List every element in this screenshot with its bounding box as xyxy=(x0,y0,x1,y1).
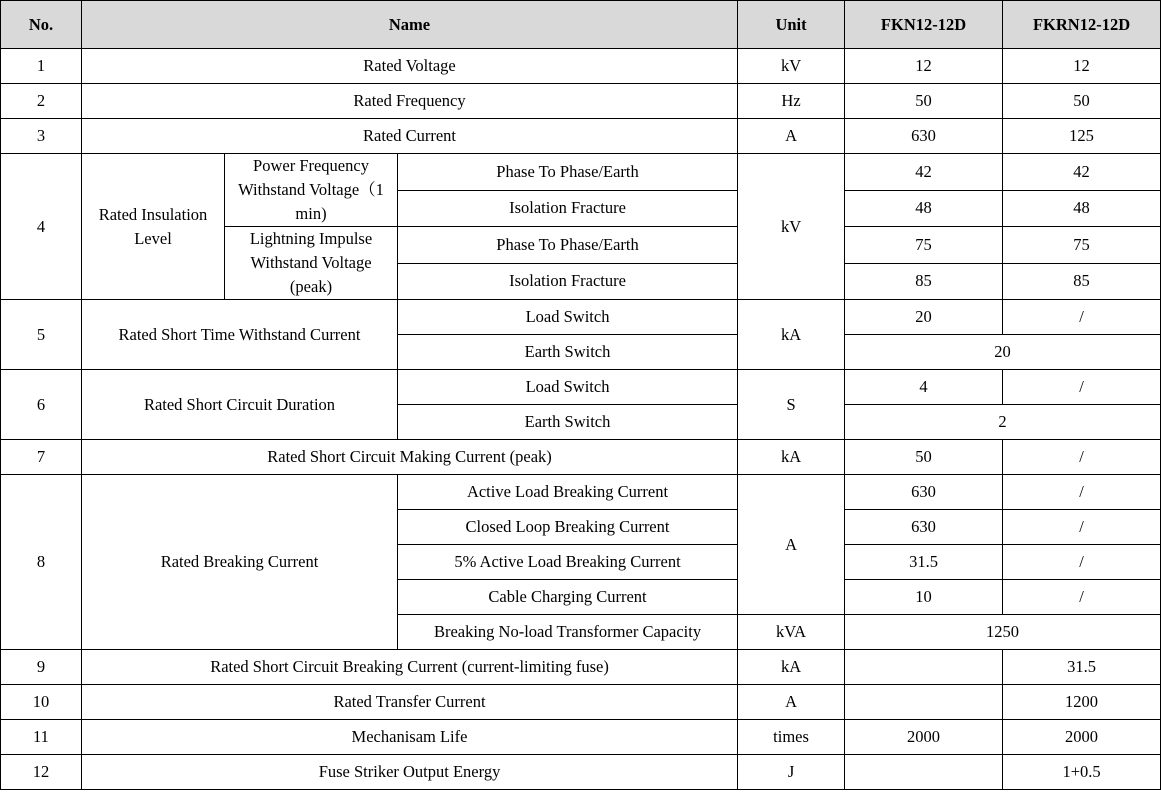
value-a: 48 xyxy=(845,190,1003,227)
row-unit: A xyxy=(738,119,845,154)
table-row xyxy=(1,84,1161,119)
row-sub-label: Cable Charging Current xyxy=(398,580,738,615)
value-b: / xyxy=(1003,300,1161,335)
row-number: 7 xyxy=(1,440,82,475)
row-sub-label: Closed Loop Breaking Current xyxy=(398,510,738,545)
value-a xyxy=(845,650,1003,685)
row-name: Mechanisam Life xyxy=(82,720,738,755)
row-name: Rated Short Circuit Making Current (peak) xyxy=(82,440,738,475)
value-b: / xyxy=(1003,475,1161,510)
row-sub-label: 5% Active Load Breaking Current xyxy=(398,545,738,580)
value-b: / xyxy=(1003,370,1161,405)
row-number: 11 xyxy=(1,720,82,755)
value-a xyxy=(845,755,1003,790)
row-unit: kV xyxy=(738,49,845,84)
row-unit: times xyxy=(738,720,845,755)
row-sub-label: Isolation Fracture xyxy=(398,263,738,300)
row-unit: A xyxy=(738,475,845,615)
table-row xyxy=(1,650,1161,685)
row-name: Rated Voltage xyxy=(82,49,738,84)
row-name: Rated Breaking Current xyxy=(82,475,398,650)
value-merged: 20 xyxy=(845,335,1161,370)
row-sub-label: Breaking No-load Transformer Capacity xyxy=(398,615,738,650)
row-name: Rated Short Time Withstand Current xyxy=(82,300,398,370)
row-number: 2 xyxy=(1,84,82,119)
row-unit: S xyxy=(738,370,845,440)
value-merged: 2 xyxy=(845,405,1161,440)
header-name: Name xyxy=(82,1,738,49)
row-sub-label: Phase To Phase/Earth xyxy=(398,227,738,264)
row-unit: kA xyxy=(738,440,845,475)
row-number: 3 xyxy=(1,119,82,154)
value-a: 10 xyxy=(845,580,1003,615)
row-sub-label: Load Switch xyxy=(398,370,738,405)
header-model-b: FKRN12-12D xyxy=(1003,1,1161,49)
value-b: / xyxy=(1003,545,1161,580)
value-merged: 1250 xyxy=(845,615,1161,650)
row-unit: A xyxy=(738,685,845,720)
row-name: Rated Short Circuit Breaking Current (current-limiting fuse) xyxy=(82,650,738,685)
table-row xyxy=(1,475,1161,510)
value-a: 50 xyxy=(845,440,1003,475)
row-unit: Hz xyxy=(738,84,845,119)
row-group-label: Lightning Impulse Withstand Voltage (peak) xyxy=(225,227,398,300)
row-group-label: Power Frequency Withstand Voltage（1 min) xyxy=(225,154,398,227)
value-a xyxy=(845,685,1003,720)
row-number: 4 xyxy=(1,154,82,300)
row-sub-label: Earth Switch xyxy=(398,405,738,440)
row-name: Rated Insulation Level xyxy=(82,154,225,300)
value-a: 4 xyxy=(845,370,1003,405)
row-number: 12 xyxy=(1,755,82,790)
row-unit: kVA xyxy=(738,615,845,650)
value-b: 75 xyxy=(1003,227,1161,264)
row-number: 1 xyxy=(1,49,82,84)
value-a: 12 xyxy=(845,49,1003,84)
row-sub-label: Phase To Phase/Earth xyxy=(398,154,738,191)
value-b: 85 xyxy=(1003,263,1161,300)
row-unit: J xyxy=(738,755,845,790)
row-unit: kA xyxy=(738,650,845,685)
value-a: 2000 xyxy=(845,720,1003,755)
value-b: / xyxy=(1003,510,1161,545)
row-name: Rated Frequency xyxy=(82,84,738,119)
row-number: 5 xyxy=(1,300,82,370)
header-unit: Unit xyxy=(738,1,845,49)
row-sub-label: Earth Switch xyxy=(398,335,738,370)
table-row xyxy=(1,755,1161,790)
row-sub-label: Active Load Breaking Current xyxy=(398,475,738,510)
table-row xyxy=(1,685,1161,720)
row-sub-label: Isolation Fracture xyxy=(398,190,738,227)
header-row xyxy=(1,1,1161,49)
value-b: 2000 xyxy=(1003,720,1161,755)
value-b: 1200 xyxy=(1003,685,1161,720)
row-number: 6 xyxy=(1,370,82,440)
row-number: 10 xyxy=(1,685,82,720)
table-row xyxy=(1,720,1161,755)
row-unit: kA xyxy=(738,300,845,370)
row-name: Rated Transfer Current xyxy=(82,685,738,720)
table-row xyxy=(1,154,1161,191)
value-b: 12 xyxy=(1003,49,1161,84)
value-a: 630 xyxy=(845,475,1003,510)
value-b: / xyxy=(1003,440,1161,475)
header-no: No. xyxy=(1,1,82,49)
value-a: 31.5 xyxy=(845,545,1003,580)
row-name: Fuse Striker Output Energy xyxy=(82,755,738,790)
value-a: 20 xyxy=(845,300,1003,335)
value-b: 1+0.5 xyxy=(1003,755,1161,790)
value-b: 50 xyxy=(1003,84,1161,119)
value-a: 630 xyxy=(845,510,1003,545)
value-b: 31.5 xyxy=(1003,650,1161,685)
value-a: 50 xyxy=(845,84,1003,119)
value-a: 630 xyxy=(845,119,1003,154)
value-a: 75 xyxy=(845,227,1003,264)
value-b: 42 xyxy=(1003,154,1161,191)
row-name: Rated Current xyxy=(82,119,738,154)
value-b: 125 xyxy=(1003,119,1161,154)
value-b: / xyxy=(1003,580,1161,615)
row-unit: kV xyxy=(738,154,845,300)
row-name: Rated Short Circuit Duration xyxy=(82,370,398,440)
row-sub-label: Load Switch xyxy=(398,300,738,335)
value-b: 48 xyxy=(1003,190,1161,227)
table-row xyxy=(1,119,1161,154)
row-number: 9 xyxy=(1,650,82,685)
row-number: 8 xyxy=(1,475,82,650)
table-row xyxy=(1,49,1161,84)
value-a: 42 xyxy=(845,154,1003,191)
table-row xyxy=(1,440,1161,475)
header-model-a: FKN12-12D xyxy=(845,1,1003,49)
value-a: 85 xyxy=(845,263,1003,300)
table-row xyxy=(1,300,1161,335)
table-row xyxy=(1,370,1161,405)
